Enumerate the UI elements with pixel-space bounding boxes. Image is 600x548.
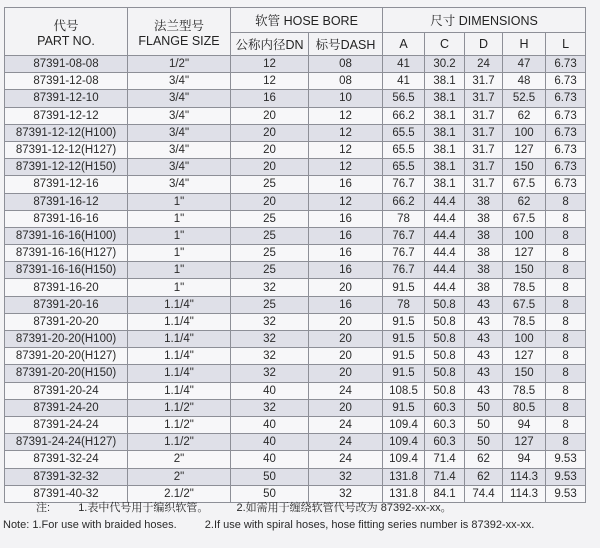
dash-cell: 16 <box>309 262 383 279</box>
flange-size-cell: 3/4" <box>128 141 231 158</box>
flange-size-cell: 1.1/4" <box>128 348 231 365</box>
dim-l-cell: 9.53 <box>546 451 586 468</box>
dash-cell: 20 <box>309 348 383 365</box>
dn-cell: 32 <box>231 399 309 416</box>
dash-cell: 12 <box>309 193 383 210</box>
table-row <box>5 210 586 227</box>
dn-cell: 50 <box>231 485 309 502</box>
dim-h-cell: 150 <box>503 365 546 382</box>
part-no-header <box>5 8 128 56</box>
dim-c-cell: 38.1 <box>425 107 465 124</box>
dn-cell: 25 <box>231 176 309 193</box>
dim-a-cell: 78 <box>383 296 425 313</box>
dim-c-header: C <box>425 33 465 56</box>
dim-d-cell: 50 <box>465 416 503 433</box>
dim-l-cell: 8 <box>546 348 586 365</box>
dim-h-cell: 150 <box>503 159 546 176</box>
dash-cell: 20 <box>309 399 383 416</box>
dim-c-cell: 44.4 <box>425 227 465 244</box>
dim-a-cell: 76.7 <box>383 176 425 193</box>
dim-c-cell: 84.1 <box>425 485 465 502</box>
part-no-cell: 87391-20-20(H100) <box>5 331 128 348</box>
note-cn-line <box>36 500 534 517</box>
flange-size-cell: 2" <box>128 468 231 485</box>
dim-l-cell: 8 <box>546 382 586 399</box>
dn-cell: 32 <box>231 313 309 330</box>
dim-c-cell: 38.1 <box>425 159 465 176</box>
part-no-cell: 87391-16-16(H100) <box>5 227 128 244</box>
dim-d-cell: 38 <box>465 279 503 296</box>
flange-size-cell: 1.1/2" <box>128 434 231 451</box>
flange-size-cell: 1.1/4" <box>128 382 231 399</box>
dash-cell: 24 <box>309 451 383 468</box>
dim-c-cell: 44.4 <box>425 262 465 279</box>
dim-a-cell: 65.5 <box>383 141 425 158</box>
part-no-cell: 87391-24-20 <box>5 399 128 416</box>
dim-a-cell: 109.4 <box>383 416 425 433</box>
dim-l-cell: 9.53 <box>546 468 586 485</box>
dim-l-cell: 8 <box>546 279 586 296</box>
part-no-cell: 87391-12-12(H150) <box>5 159 128 176</box>
part-no-cell: 87391-32-32 <box>5 468 128 485</box>
table-row <box>5 279 586 296</box>
dim-l-cell: 8 <box>546 313 586 330</box>
dim-d-cell: 38 <box>465 210 503 227</box>
dim-a-cell: 108.5 <box>383 382 425 399</box>
dim-c-cell: 38.1 <box>425 176 465 193</box>
flange-size-cell: 3/4" <box>128 124 231 141</box>
dim-a-cell: 66.2 <box>383 107 425 124</box>
dim-l-cell: 8 <box>546 434 586 451</box>
dim-a-cell: 131.8 <box>383 468 425 485</box>
dim-a-cell: 65.5 <box>383 159 425 176</box>
table-row <box>5 73 586 90</box>
dim-h-cell: 78.5 <box>503 313 546 330</box>
dn-cell: 40 <box>231 382 309 399</box>
dash-cell: 20 <box>309 313 383 330</box>
dim-l-cell: 6.73 <box>546 107 586 124</box>
flange-size-cell: 3/4" <box>128 73 231 90</box>
dim-c-cell: 38.1 <box>425 90 465 107</box>
dash-cell: 32 <box>309 468 383 485</box>
table-row <box>5 331 586 348</box>
dn-cell: 12 <box>231 56 309 73</box>
dim-l-cell: 8 <box>546 296 586 313</box>
dim-d-cell: 38 <box>465 262 503 279</box>
dim-l-cell: 8 <box>546 399 586 416</box>
dimensions-header: 尺寸 DIMENSIONS <box>383 8 586 33</box>
dim-h-cell: 150 <box>503 262 546 279</box>
dim-h-cell: 48 <box>503 73 546 90</box>
part-no-cell: 87391-20-16 <box>5 296 128 313</box>
dim-a-cell: 91.5 <box>383 399 425 416</box>
dim-d-cell: 31.7 <box>465 159 503 176</box>
table-row <box>5 451 586 468</box>
note-cn-2: 2.如需用于缠绕软管代号改为 87392-xx-xx。 <box>236 502 452 514</box>
table-body <box>5 56 586 503</box>
dim-c-cell: 71.4 <box>425 468 465 485</box>
flange-size-cell: 1.1/2" <box>128 399 231 416</box>
dim-d-cell: 38 <box>465 193 503 210</box>
part-no-cell: 87391-16-20 <box>5 279 128 296</box>
dim-l-cell: 8 <box>546 210 586 227</box>
dim-h-cell: 80.5 <box>503 399 546 416</box>
table-row <box>5 399 586 416</box>
dim-h-cell: 94 <box>503 451 546 468</box>
dim-d-cell: 31.7 <box>465 141 503 158</box>
dn-cell: 20 <box>231 141 309 158</box>
dash-cell: 16 <box>309 245 383 262</box>
table-row <box>5 141 586 158</box>
part-no-header-en: PART NO. <box>37 33 95 48</box>
dash-cell: 20 <box>309 365 383 382</box>
dim-h-cell: 127 <box>503 348 546 365</box>
table-row <box>5 296 586 313</box>
dash-cell: 10 <box>309 90 383 107</box>
dash-cell: 12 <box>309 159 383 176</box>
dash-cell: 16 <box>309 227 383 244</box>
dim-a-cell: 131.8 <box>383 485 425 502</box>
dim-c-cell: 71.4 <box>425 451 465 468</box>
table-row <box>5 90 586 107</box>
table-row <box>5 107 586 124</box>
dim-l-cell: 9.53 <box>546 485 586 502</box>
dim-h-cell: 67.5 <box>503 210 546 227</box>
part-no-cell: 87391-12-16 <box>5 176 128 193</box>
dim-h-cell: 52.5 <box>503 90 546 107</box>
dim-a-cell: 91.5 <box>383 331 425 348</box>
dash-cell: 08 <box>309 56 383 73</box>
dn-cell: 25 <box>231 262 309 279</box>
dim-l-cell: 8 <box>546 416 586 433</box>
flange-size-cell: 1.1/4" <box>128 365 231 382</box>
dim-h-cell: 114.3 <box>503 485 546 502</box>
dim-d-cell: 50 <box>465 399 503 416</box>
note-en-line <box>3 517 534 534</box>
table-row <box>5 227 586 244</box>
dn-cell: 32 <box>231 279 309 296</box>
dim-h-cell: 78.5 <box>503 382 546 399</box>
dim-d-cell: 38 <box>465 227 503 244</box>
dn-cell: 20 <box>231 107 309 124</box>
dn-cell: 40 <box>231 416 309 433</box>
dim-a-cell: 41 <box>383 73 425 90</box>
flange-size-cell: 1.1/4" <box>128 313 231 330</box>
dim-h-cell: 67.5 <box>503 296 546 313</box>
part-no-cell: 87391-16-16 <box>5 210 128 227</box>
footnotes <box>3 500 535 534</box>
flange-size-cell: 1.1/2" <box>128 416 231 433</box>
flange-size-cell: 3/4" <box>128 176 231 193</box>
table-row <box>5 245 586 262</box>
dn-cell: 25 <box>231 210 309 227</box>
table-row <box>5 348 586 365</box>
part-no-cell: 87391-24-24 <box>5 416 128 433</box>
dim-l-cell: 8 <box>546 245 586 262</box>
part-no-cell: 87391-12-12(H100) <box>5 124 128 141</box>
dim-a-cell: 56.5 <box>383 90 425 107</box>
table-row <box>5 176 586 193</box>
table-row <box>5 382 586 399</box>
dim-a-header: A <box>383 33 425 56</box>
dim-d-cell: 24 <box>465 56 503 73</box>
dim-d-cell: 62 <box>465 451 503 468</box>
part-no-cell: 87391-08-08 <box>5 56 128 73</box>
dn-cell: 25 <box>231 245 309 262</box>
dim-d-cell: 43 <box>465 382 503 399</box>
dim-l-cell: 8 <box>546 227 586 244</box>
table-row <box>5 262 586 279</box>
part-no-cell: 87391-20-20 <box>5 313 128 330</box>
flange-size-header-en: FLANGE SIZE <box>138 33 220 48</box>
dim-h-cell: 62 <box>503 193 546 210</box>
dim-d-cell: 43 <box>465 365 503 382</box>
dim-a-cell: 76.7 <box>383 262 425 279</box>
dn-cell: 25 <box>231 227 309 244</box>
dash-cell: 24 <box>309 416 383 433</box>
dim-a-cell: 91.5 <box>383 279 425 296</box>
dash-cell: 24 <box>309 382 383 399</box>
note-cn-label: 注: <box>36 502 51 514</box>
dim-l-cell: 6.73 <box>546 90 586 107</box>
dim-h-cell: 127 <box>503 141 546 158</box>
dim-l-cell: 8 <box>546 262 586 279</box>
part-no-cell: 87391-24-24(H127) <box>5 434 128 451</box>
table-row <box>5 416 586 433</box>
dim-c-cell: 50.8 <box>425 296 465 313</box>
dn-cell: 20 <box>231 159 309 176</box>
dim-d-cell: 62 <box>465 468 503 485</box>
dim-c-cell: 60.3 <box>425 434 465 451</box>
dim-h-cell: 100 <box>503 227 546 244</box>
dn-cell: 32 <box>231 331 309 348</box>
part-no-cell: 87391-12-08 <box>5 73 128 90</box>
dash-cell: 16 <box>309 296 383 313</box>
dash-cell: 16 <box>309 210 383 227</box>
note-cn-1: 1.表中代号用于编织软管。 <box>78 502 209 514</box>
dim-a-cell: 91.5 <box>383 313 425 330</box>
dim-d-cell: 43 <box>465 296 503 313</box>
dim-c-cell: 44.4 <box>425 210 465 227</box>
flange-size-cell: 1" <box>128 245 231 262</box>
dim-a-cell: 66.2 <box>383 193 425 210</box>
dim-c-cell: 44.4 <box>425 245 465 262</box>
dash-cell: 12 <box>309 124 383 141</box>
dim-l-cell: 6.73 <box>546 141 586 158</box>
dim-d-cell: 38 <box>465 245 503 262</box>
hose-bore-header: 软管 HOSE BORE <box>231 8 383 33</box>
part-no-cell: 87391-16-16(H127) <box>5 245 128 262</box>
flange-size-cell: 3/4" <box>128 107 231 124</box>
part-no-cell: 87391-20-20(H150) <box>5 365 128 382</box>
dim-c-cell: 38.1 <box>425 141 465 158</box>
note-en-1: Note: 1.For use with braided hoses. <box>3 519 177 531</box>
table-row <box>5 124 586 141</box>
dim-a-cell: 91.5 <box>383 348 425 365</box>
flange-size-cell: 1" <box>128 262 231 279</box>
dim-a-cell: 41 <box>383 56 425 73</box>
dim-d-cell: 31.7 <box>465 107 503 124</box>
dn-cell: 32 <box>231 365 309 382</box>
flange-size-cell: 2" <box>128 451 231 468</box>
dim-d-cell: 43 <box>465 348 503 365</box>
dim-d-cell: 43 <box>465 313 503 330</box>
part-no-header-cn: 代号 <box>53 18 79 33</box>
dim-h-cell: 62 <box>503 107 546 124</box>
dash-cell: 12 <box>309 141 383 158</box>
dim-a-cell: 109.4 <box>383 434 425 451</box>
dim-d-cell: 31.7 <box>465 124 503 141</box>
dash-cell: 24 <box>309 434 383 451</box>
part-no-cell: 87391-20-20(H127) <box>5 348 128 365</box>
table-row <box>5 365 586 382</box>
dimension-table <box>4 7 586 503</box>
dn-cell: 12 <box>231 73 309 90</box>
dim-l-cell: 8 <box>546 193 586 210</box>
flange-size-cell: 1" <box>128 279 231 296</box>
flange-size-cell: 1" <box>128 210 231 227</box>
table-row <box>5 434 586 451</box>
dim-l-cell: 6.73 <box>546 176 586 193</box>
dash-header: 标号DASH <box>309 33 383 56</box>
dim-h-cell: 47 <box>503 56 546 73</box>
note-en-2: 2.If use with spiral hoses, hose fitting series number is 87392-xx-xx. <box>204 519 535 531</box>
part-no-cell: 87391-12-12(H127) <box>5 141 128 158</box>
dim-l-header: L <box>546 33 586 56</box>
dim-a-cell: 65.5 <box>383 124 425 141</box>
flange-size-cell: 1" <box>128 227 231 244</box>
dn-cell: 40 <box>231 451 309 468</box>
dim-c-cell: 50.8 <box>425 382 465 399</box>
dim-c-cell: 50.8 <box>425 313 465 330</box>
table-row <box>5 56 586 73</box>
dim-c-cell: 30.2 <box>425 56 465 73</box>
dn-cell: 32 <box>231 348 309 365</box>
table-row <box>5 468 586 485</box>
flange-size-header-cn: 法兰型号 <box>153 18 204 33</box>
dim-d-cell: 31.7 <box>465 73 503 90</box>
dim-d-cell: 31.7 <box>465 176 503 193</box>
dim-h-cell: 127 <box>503 434 546 451</box>
part-no-cell: 87391-12-12 <box>5 107 128 124</box>
part-no-cell: 87391-16-16(H150) <box>5 262 128 279</box>
dim-d-cell: 74.4 <box>465 485 503 502</box>
flange-size-cell: 3/4" <box>128 159 231 176</box>
dim-c-cell: 50.8 <box>425 331 465 348</box>
flange-size-cell: 1.1/4" <box>128 296 231 313</box>
dim-c-cell: 44.4 <box>425 193 465 210</box>
flange-size-header <box>128 8 231 56</box>
dash-cell: 32 <box>309 485 383 502</box>
dim-h-header: H <box>503 33 546 56</box>
dim-h-cell: 127 <box>503 245 546 262</box>
dim-c-cell: 50.8 <box>425 365 465 382</box>
part-no-cell: 87391-32-24 <box>5 451 128 468</box>
dash-cell: 20 <box>309 279 383 296</box>
dn-header: 公称内径DN <box>231 33 309 56</box>
dim-d-cell: 31.7 <box>465 90 503 107</box>
dash-cell: 16 <box>309 176 383 193</box>
dash-cell: 20 <box>309 331 383 348</box>
dn-cell: 25 <box>231 296 309 313</box>
flange-size-cell: 3/4" <box>128 90 231 107</box>
dn-cell: 40 <box>231 434 309 451</box>
part-no-cell: 87391-16-12 <box>5 193 128 210</box>
dim-a-cell: 91.5 <box>383 365 425 382</box>
part-no-cell: 87391-20-24 <box>5 382 128 399</box>
dash-cell: 08 <box>309 73 383 90</box>
dn-cell: 20 <box>231 193 309 210</box>
flange-size-cell: 2.1/2" <box>128 485 231 502</box>
dash-cell: 12 <box>309 107 383 124</box>
dim-c-cell: 38.1 <box>425 73 465 90</box>
dim-c-cell: 60.3 <box>425 416 465 433</box>
dim-a-cell: 78 <box>383 210 425 227</box>
dim-h-cell: 78.5 <box>503 279 546 296</box>
dim-l-cell: 6.73 <box>546 56 586 73</box>
dim-l-cell: 6.73 <box>546 159 586 176</box>
table-row <box>5 159 586 176</box>
dim-d-header: D <box>465 33 503 56</box>
dim-h-cell: 100 <box>503 331 546 348</box>
dim-d-cell: 43 <box>465 331 503 348</box>
dim-l-cell: 8 <box>546 365 586 382</box>
dim-h-cell: 100 <box>503 124 546 141</box>
dim-a-cell: 76.7 <box>383 245 425 262</box>
dim-h-cell: 94 <box>503 416 546 433</box>
dim-a-cell: 109.4 <box>383 451 425 468</box>
dim-c-cell: 38.1 <box>425 124 465 141</box>
dim-c-cell: 60.3 <box>425 399 465 416</box>
dim-c-cell: 50.8 <box>425 348 465 365</box>
dn-cell: 50 <box>231 468 309 485</box>
table-row <box>5 313 586 330</box>
dim-c-cell: 44.4 <box>425 279 465 296</box>
table-row <box>5 193 586 210</box>
dim-d-cell: 50 <box>465 434 503 451</box>
dn-cell: 16 <box>231 90 309 107</box>
part-no-cell: 87391-40-32 <box>5 485 128 502</box>
dim-h-cell: 114.3 <box>503 468 546 485</box>
flange-size-cell: 1/2" <box>128 56 231 73</box>
dim-h-cell: 67.5 <box>503 176 546 193</box>
table-header <box>5 8 586 56</box>
dim-a-cell: 76.7 <box>383 227 425 244</box>
flange-size-cell: 1.1/4" <box>128 331 231 348</box>
part-no-cell: 87391-12-10 <box>5 90 128 107</box>
dn-cell: 20 <box>231 124 309 141</box>
dim-l-cell: 6.73 <box>546 73 586 90</box>
flange-size-cell: 1" <box>128 193 231 210</box>
dim-l-cell: 6.73 <box>546 124 586 141</box>
dim-l-cell: 8 <box>546 331 586 348</box>
